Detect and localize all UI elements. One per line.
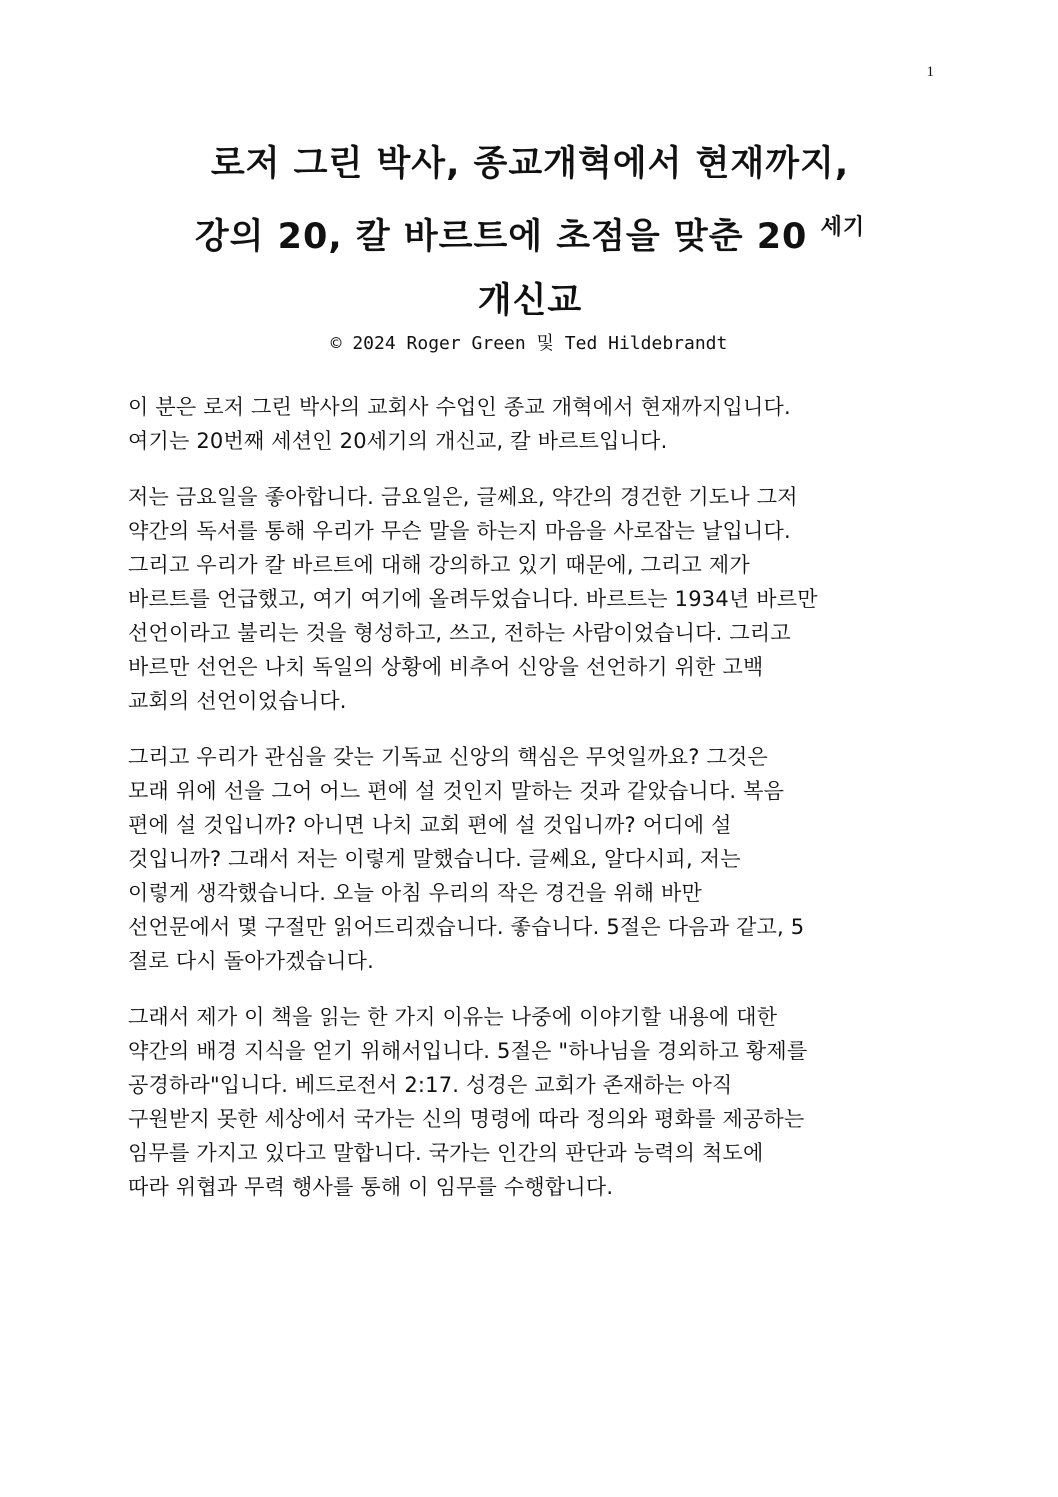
title-line-1: 로저 그린 박사, 종교개혁에서 현재까지,	[210, 144, 850, 184]
title-line-2-superscript: 세기	[820, 215, 866, 240]
paragraph-line: 이 분은 로저 그린 박사의 교회사 수업인 종교 개혁에서 현재까지입니다.	[128, 395, 791, 419]
title-line-2-main: 강의 20, 칼 바르트에 초점을 맞춘 20	[194, 217, 821, 257]
paragraph-3	[128, 740, 938, 978]
paragraph-line: 편에 설 것입니까? 아니면 나치 교회 편에 설 것입니까? 어디에 설	[128, 813, 732, 837]
paragraph-line: 공경하라"입니다. 베드로전서 2:17. 성경은 교회가 존재하는 아직	[128, 1073, 733, 1097]
page-number: 1	[926, 64, 934, 80]
copyright-notice: © 2024 Roger Green 및 Ted Hildebrandt	[330, 333, 728, 354]
paragraph-line: 선언문에서 몇 구절만 읽어드리겠습니다. 좋습니다. 5절은 다음과 같고, 5	[128, 915, 805, 939]
paragraph-line: 약간의 배경 지식을 얻기 위해서입니다. 5절은 "하나님을 경외하고 황제를	[128, 1039, 808, 1063]
paragraph-line: 선언이라고 불리는 것을 형성하고, 쓰고, 전하는 사람이었습니다. 그리고	[128, 621, 791, 645]
paragraph-line: 그리고 우리가 칼 바르트에 대해 강의하고 있기 때문에, 그리고 제가	[128, 553, 750, 577]
paragraph-2	[128, 480, 938, 718]
document-title	[110, 132, 950, 333]
document-body	[128, 390, 938, 1226]
paragraph-line: 저는 금요일을 좋아합니다. 금요일은, 글쎄요, 약간의 경건한 기도나 그저	[128, 485, 798, 509]
paragraph-line: 따라 위협과 무력 행사를 통해 이 임무를 수행합니다.	[128, 1175, 614, 1199]
title-line-2	[110, 196, 950, 269]
paragraph-line: 이렇게 생각했습니다. 오늘 아침 우리의 작은 경건을 위해 바만	[128, 881, 703, 905]
paragraph-line: 절로 다시 돌아가겠습니다.	[128, 949, 374, 973]
paragraph-4	[128, 1000, 938, 1204]
paragraph-line: 그리고 우리가 관심을 갖는 기독교 신앙의 핵심은 무엇일까요? 그것은	[128, 745, 768, 769]
paragraph-line: 모래 위에 선을 그어 어느 편에 설 것인지 말하는 것과 같았습니다. 복음	[128, 779, 785, 803]
title-line-3: 개신교	[477, 281, 583, 321]
paragraph-line: 바르만 선언은 나치 독일의 상황에 비추어 신앙을 선언하기 위한 고백	[128, 655, 764, 679]
paragraph-line: 임무를 가지고 있다고 말합니다. 국가는 인간의 판단과 능력의 척도에	[128, 1141, 764, 1165]
paragraph-line: 것입니까? 그래서 저는 이렇게 말했습니다. 글쎄요, 알다시피, 저는	[128, 847, 741, 871]
paragraph-line: 바르트를 언급했고, 여기 여기에 올려두었습니다. 바르트는 1934년 바르만	[128, 587, 818, 611]
paragraph-line: 그래서 제가 이 책을 읽는 한 가지 이유는 나중에 이야기할 내용에 대한	[128, 1005, 778, 1029]
paragraph-line: 약간의 독서를 통해 우리가 무슨 말을 하는지 마음을 사로잡는 날입니다.	[128, 519, 791, 543]
paragraph-line: 교회의 선언이었습니다.	[128, 689, 347, 713]
paragraph-1	[128, 390, 938, 458]
paragraph-line: 구원받지 못한 세상에서 국가는 신의 명령에 따라 정의와 평화를 제공하는	[128, 1107, 805, 1131]
paragraph-line: 여기는 20번째 세션인 20세기의 개신교, 칼 바르트입니다.	[128, 429, 668, 453]
